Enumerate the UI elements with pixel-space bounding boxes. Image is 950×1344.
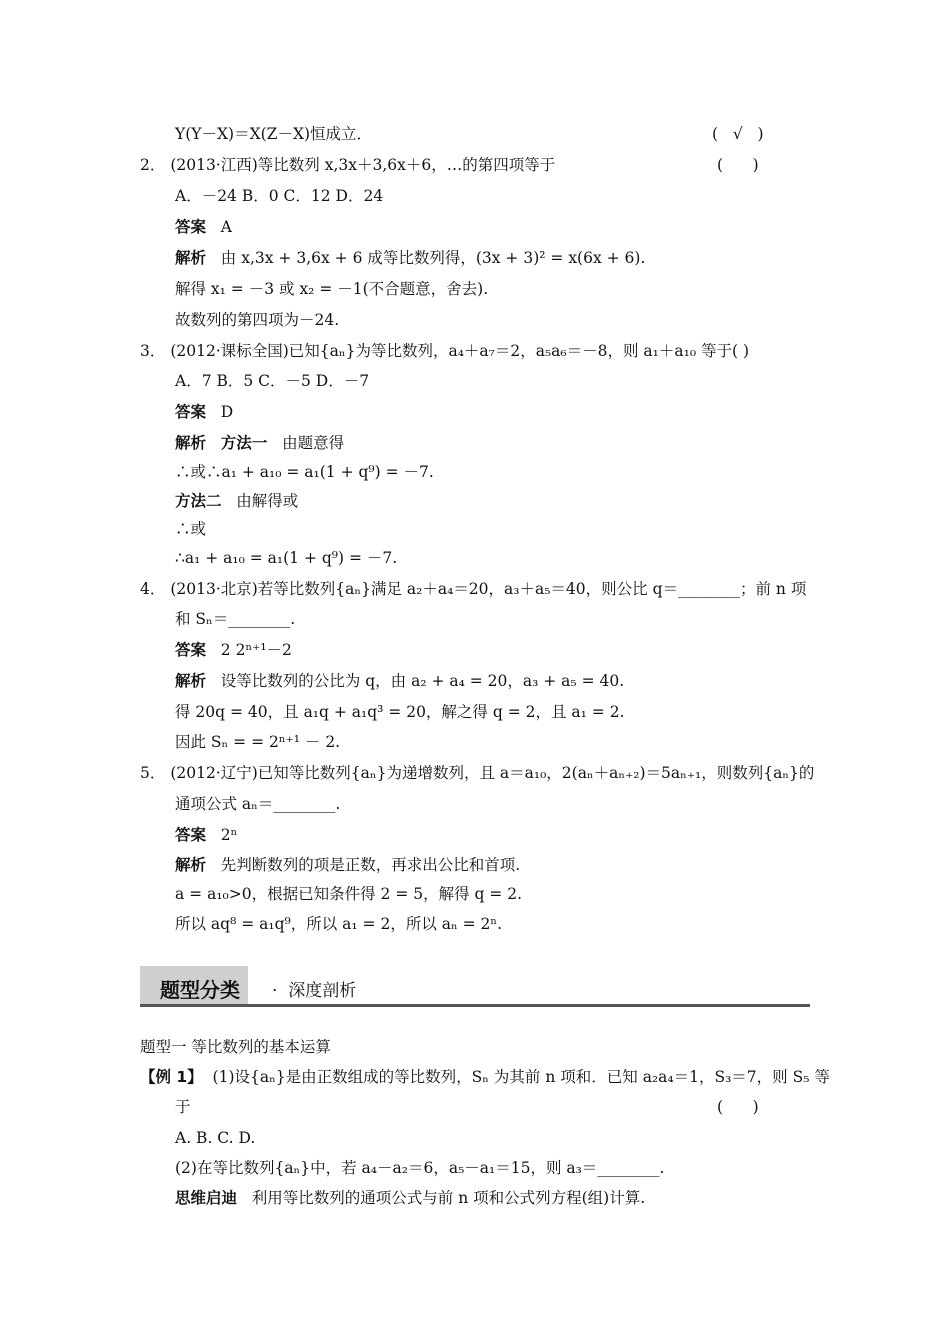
- question-5: 5． (2012·辽宁)已知等比数列{aₙ}为递增数列，且 a＝a₁₀，2(aₙ＋aₙ₊₂)＝5aₙ₊₁，则数列{aₙ}的: [140, 764, 815, 782]
- text-line: 因此 Sₙ = = 2ⁿ⁺¹ － 2.: [175, 733, 341, 751]
- section-title: 题型分类: [160, 978, 240, 1002]
- section-divider: [140, 1004, 810, 1007]
- question-4: 4． (2013·北京)若等比数列{aₙ}满足 a₂＋a₄＝20，a₃＋a₅＝40，则公比 q＝________；前 n 项: [140, 580, 807, 598]
- answer-bracket: ( √ ): [712, 125, 764, 143]
- answer-line: 答案 A: [175, 218, 232, 236]
- answer-line: 答案 D: [175, 403, 234, 421]
- answer-bracket: ( ): [717, 156, 759, 174]
- question-2: 2． (2013·江西)等比数列 x,3x＋3,6x＋6，…的第四项等于: [140, 156, 556, 174]
- choices: A．－24 B．0 C．12 D．24: [175, 187, 384, 205]
- text-line: 得 20q = 40，且 a₁q + a₁q³ = 20，解之得 q = 2，且 a₁ = 2.: [175, 703, 625, 721]
- text-line: ∴或: [175, 520, 207, 538]
- hint-line: 思维启迪 利用等比数列的通项公式与前 n 项和公式列方程(组)计算.: [175, 1189, 646, 1207]
- text-line: Y(Y－X)＝X(Z－X)恒成立．: [175, 125, 373, 143]
- answer-bracket: ( ): [717, 1098, 759, 1116]
- text-line: 解得 x₁ = －3 或 x₂ = －1(不合题意，舍去).: [175, 280, 489, 298]
- question-3: 3． (2012·课标全国)已知{aₙ}为等比数列，a₄＋a₇＝2，a₅a₆＝－8，则 a₁＋a₁₀ 等于( ): [140, 342, 749, 360]
- section-subtitle: · 深度剖析: [272, 981, 357, 1001]
- method-line: 方法二 由解得或: [175, 492, 299, 510]
- section-header: [140, 966, 810, 1006]
- analysis-line: 解析 先判断数列的项是正数，再求出公比和首项.: [175, 856, 521, 874]
- text-line: 和 Sₙ＝________.: [175, 610, 296, 628]
- text-line: 通项公式 aₙ＝________.: [175, 795, 341, 813]
- text-line: 故数列的第四项为－24.: [175, 311, 340, 329]
- answer-line: 答案 2 2ⁿ⁺¹－2: [175, 641, 292, 659]
- text-line: a = a₁₀>0，根据已知条件得 2 = 5，解得 q = 2.: [175, 885, 523, 903]
- text-line: 于: [175, 1098, 191, 1116]
- example-1: 【例 1】 (1)设{aₙ}是由正数组成的等比数列，Sₙ 为其前 n 项和．已知 a₂a₄＝1，S₃＝7，则 S₅ 等: [140, 1068, 830, 1086]
- text-line: ∴a₁ + a₁₀ = a₁(1 + q⁹) = －7.: [175, 549, 398, 567]
- analysis-line: 解析 由 x,3x + 3,6x + 6 成等比数列得，(3x + 3)² = x(6x + 6).: [175, 249, 646, 267]
- text-line: (2)在等比数列{aₙ}中，若 a₄－a₂＝6，a₅－a₁＝15，则 a₃＝________.: [175, 1159, 665, 1177]
- choices: A. B. C. D.: [175, 1129, 256, 1147]
- analysis-line: 解析 方法一 由题意得: [175, 434, 345, 452]
- answer-line: 答案 2ⁿ: [175, 826, 238, 844]
- topic-heading: 题型一 等比数列的基本运算: [140, 1038, 331, 1056]
- choices: A．7 B．5 C．－5 D．－7: [175, 372, 370, 390]
- text-line: ∴或∴a₁ + a₁₀ = a₁(1 + q⁹) = －7.: [175, 463, 434, 481]
- text-line: 所以 aq⁸ = a₁q⁹，所以 a₁ = 2，所以 aₙ = 2ⁿ.: [175, 915, 503, 933]
- analysis-line: 解析 设等比数列的公比为 q，由 a₂ + a₄ = 20，a₃ + a₅ = 40.: [175, 672, 625, 690]
